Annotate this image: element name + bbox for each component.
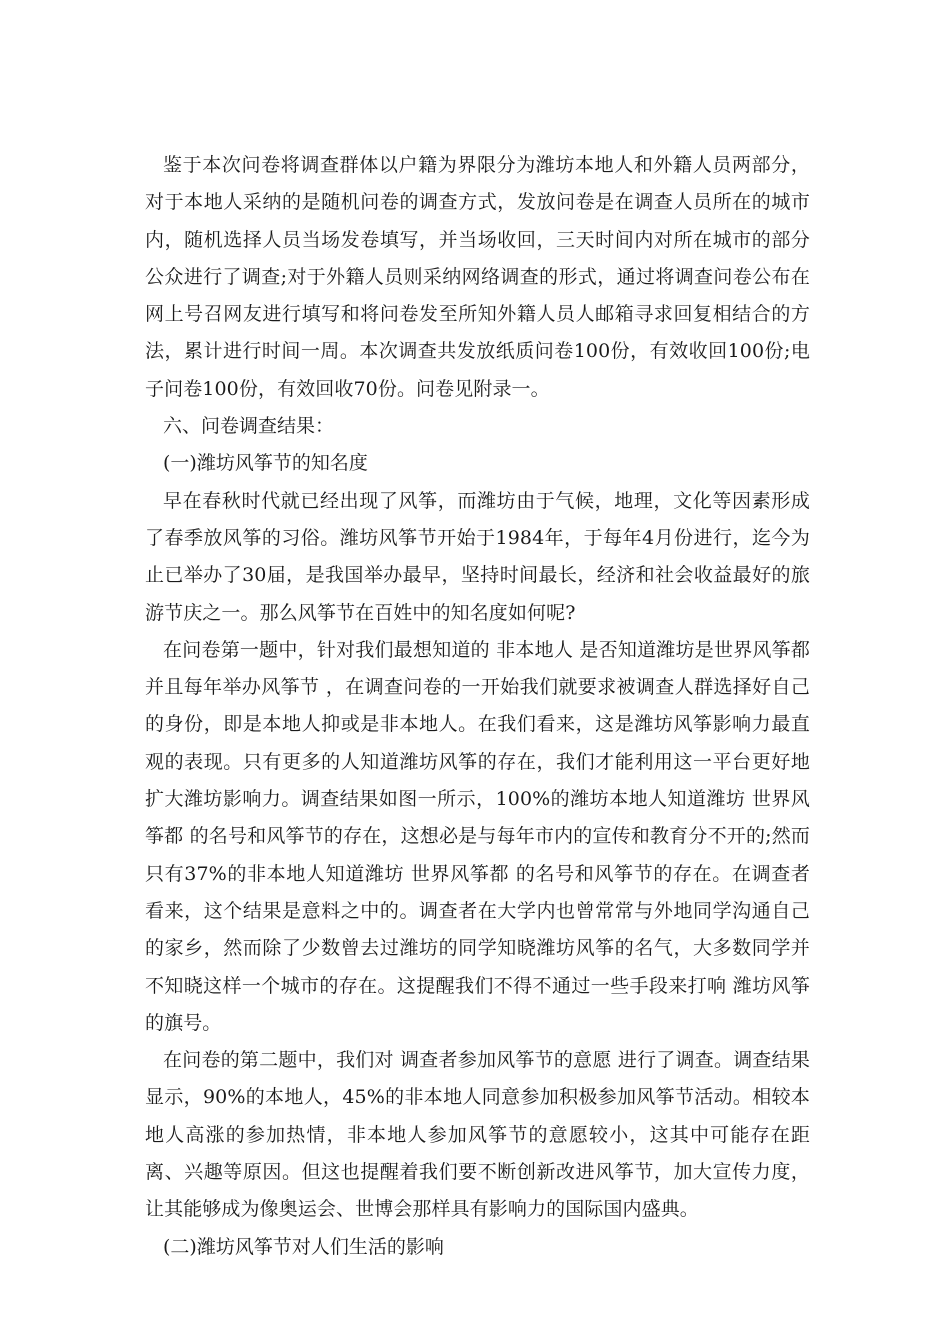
- paragraph-kite-history: 早在春秋时代就已经出现了风筝，而潍坊由于气候，地理，文化等因素形成了春季放风筝的习俗。潍坊风筝节开始于1984年，于每年4月份进行，迄今为止已举办了30届，是我国举办最早，坚持时间最长，经济和社会收益最好的旅游节庆之一。那么风筝节在百姓中的知名度如何呢?: [145, 489, 810, 624]
- subsection-heading-awareness: (一)潍坊风筝节的知名度: [163, 452, 368, 475]
- document-page: [145, 147, 810, 1266]
- section-heading-results: 六、问卷调查结果：: [163, 415, 335, 438]
- paragraph-question-two: 在问卷的第二题中，我们对 调查者参加风筝节的意愿 进行了调查。调查结果显示，90%的本地人，45%的非本地人同意参加积极参加风筝节活动。相较本地人高涨的参加热情，非本地人参加风筝节的意愿较小，这其中可能存在距离、兴趣等原因。但这也提醒着我们要不断创新改进风筝节，加大宣传力度，让其能够成为像奥运会、世博会那样具有影响力的国际国内盛典。: [145, 1049, 810, 1221]
- paragraph-question-one: 在问卷第一题中，针对我们最想知道的 非本地人 是否知道潍坊是世界风筝都并且每年举办风筝节 ，在调查问卷的一开始我们就要求被调查人群选择好自己的身份，即是本地人抑或是非本地人。在我们看来，这是潍坊风筝影响力最直观的表现。只有更多的人知道潍坊风筝的存在，我们才能利用这一平台更好地扩大潍坊影响力。调查结果如图一所示，100%的潍坊本地人知道潍坊 世界风筝都 的名号和风筝节的存在，这想必是与每年市内的宣传和教育分不开的;然而只有37%的非本地人知道潍坊 世界风筝都 的名号和风筝节的存在。在调查者看来，这个结果是意料之中的。调查者在大学内也曾常常与外地同学沟通自己的家乡，然而除了少数曾去过潍坊的同学知晓潍坊风筝的名气，大多数同学并不知晓这样一个城市的存在。这提醒我们不得不通过一些手段来打响 潍坊风筝 的旗号。: [145, 638, 810, 1034]
- subsection-heading-impact: (二)潍坊风筝节对人们生活的影响: [163, 1235, 444, 1258]
- paragraph-survey-method: 鉴于本次问卷将调查群体以户籍为界限分为潍坊本地人和外籍人员两部分，对于本地人采纳的是随机问卷的调查方式，发放问卷是在调查人员所在的城市内，随机选择人员当场发卷填写，并当场收回，三天时间内对所在城市的部分公众进行了调查;对于外籍人员则采纳网络调查的形式，通过将调查问卷公布在网上号召网友进行填写和将问卷发至所知外籍人员人邮箱寻求回复相结合的方法，累计进行时间一周。本次调查共发放纸质问卷100份，有效收回100份;电子问卷100份，有效回收70份。问卷见附录一。: [145, 154, 810, 400]
